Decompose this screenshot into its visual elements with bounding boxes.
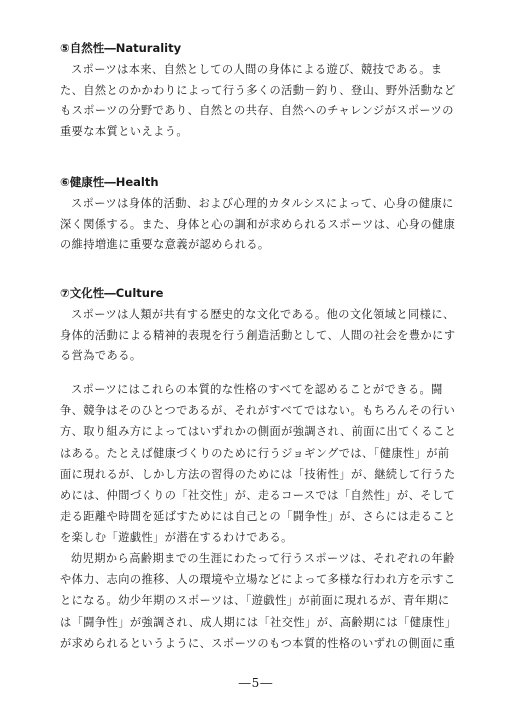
- section-heading: ⑦文化性―Culture: [60, 286, 164, 300]
- body-paragraph: スポーツにはこれらの本質的な性格のすべてを認めることができる。闘争、競争はそのひとつであるが、それがすべてではない。もちろんその行い方、取り組み方によってはいずれかの側面が強調され、前面に出てくることはある。たとえば健康づくりのために行うジョギングでは、「健康性」が前面に現れるが、しかし方法の習得のためには「技術性」が、継続して行うためには、仲間づくりの「社交性」が、走るコースでは「自然性」が、そして走る距離や時間を延ばすためには自己との「闘争性」が、さらには走ることを楽しむ「遊戯性」が潜在するわけである。: [60, 383, 457, 545]
- body-paragraph: 幼児期から高齢期までの生涯にわたって行うスポーツは、それぞれの年齢や体力、志向の推移、人の環境や立場などによって多様な行われ方を示すことになる。幼少年期のスポーツは、「遊戯性」が前面に現れるが、青年期には「闘争性」が強調され、成人期には「社交性」が、高齢期には「健康性」が求められるというように、スポーツのもつ本質的性格のいずれの側面に重: [60, 552, 457, 650]
- section-culture: [60, 285, 460, 367]
- section-health: [60, 174, 460, 256]
- page-number: ―5―: [238, 676, 274, 690]
- section-heading: ⑤自然性―Naturality: [60, 41, 182, 55]
- section-naturality: [60, 40, 460, 142]
- section-heading: ⑥健康性―Health: [60, 175, 159, 189]
- section-paragraph: スポーツは本来、自然としての人間の身体による遊び、競技である。また、自然とのかかわりによって行う多くの活動－釣り、登山、野外活動などもスポーツの分野であり、自然との共存、自然へのチャレンジがスポーツの重要な本質といえよう。: [60, 63, 456, 138]
- section-paragraph: スポーツは人類が共有する歴史的な文化である。他の文化領域と同様に、身体的活動による精神的表現を行う創造活動として、人間の社会を豊かにする営為である。: [60, 308, 456, 362]
- section-paragraph: スポーツは身体的活動、および心理的カタルシスによって、心身の健康に深く関係する。また、身体と心の調和が求められるスポーツは、心身の健康の維持増進に重要な意義が認められる。: [60, 197, 456, 251]
